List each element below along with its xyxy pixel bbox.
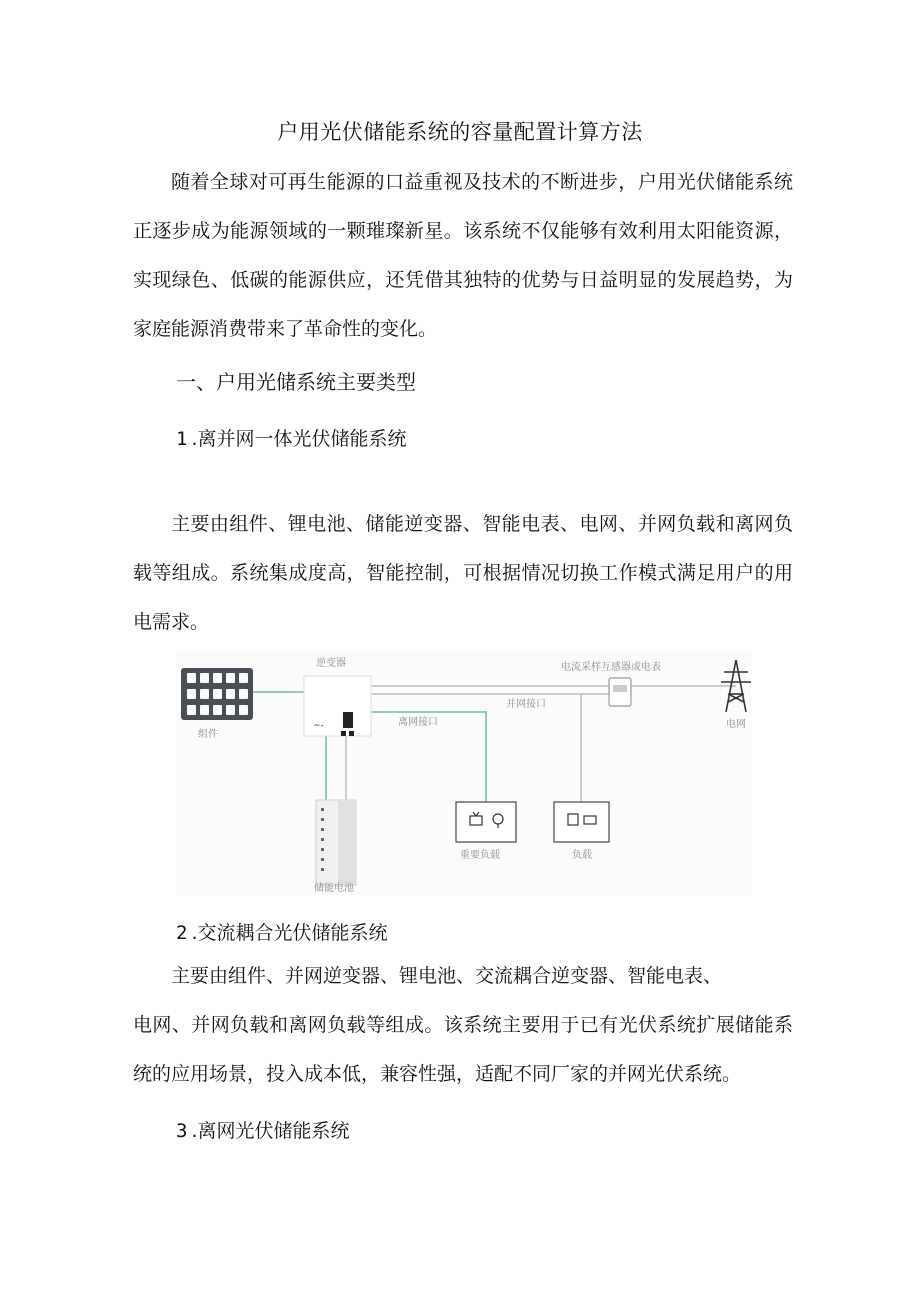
grid-port-label: 并网接口 (506, 699, 546, 710)
important-load-box (456, 802, 516, 842)
load-box (554, 802, 609, 842)
subsection-title: .离网光伏储能系统 (191, 1120, 350, 1142)
subsection-number: 2 (176, 922, 188, 944)
inverter-ac-icon: ~- (313, 721, 324, 731)
solar-panel-icon (181, 668, 253, 720)
subsection-2-body: 电网、并网负载和离网负载等组成。该系统主要用于已有光伏系统扩展储能系统的应用场景，投入成本低，兼容性强，适配不同厂家的并网光伏系统。 (133, 1014, 793, 1085)
document-title: 户用光伏储能系统的容量配置计算方法 (277, 120, 643, 144)
grid-label: 电网 (726, 719, 746, 730)
section-heading-types: 一、户用光储系统主要类型 (176, 370, 416, 394)
subsection-number: 3 (176, 1120, 188, 1142)
panel-label: 组件 (198, 729, 218, 740)
inverter-label: 逆变器 (316, 658, 346, 669)
inverter-port-dot-1 (341, 731, 346, 736)
inverter-port-dot-2 (349, 731, 354, 736)
inverter-port-icon (343, 712, 353, 728)
subsection-title: .交流耦合光伏储能系统 (191, 922, 388, 944)
meter-icon (609, 678, 631, 706)
intro-paragraph: 随着全球对可再生能源的口益重视及技术的不断进步，户用光伏储能系统正逐步成为能源领域的一颗璀璨新星。该系统不仅能够有效利用太阳能资源，实现绿色、低碳的能源供应，还凭借其独特的优势与日益明显的发展趋势，为家庭能源消费带来了革命性的变化。 (133, 171, 793, 340)
load-label: 负载 (572, 850, 592, 861)
offgrid-port-label: 离网接口 (398, 717, 438, 728)
battery-icon (316, 800, 356, 885)
meter-label: 电流采样互感器或电表 (561, 662, 661, 673)
battery-label: 储能电池 (314, 883, 354, 894)
important-load-label: 重要负载 (460, 850, 500, 861)
subsection-number: 1 (176, 428, 188, 450)
subsection-2-body-line1: 主要由组件、并网逆变器、锂电池、交流耦合逆变器、智能电表、 (171, 965, 723, 987)
hybrid-system-diagram (176, 650, 751, 895)
subsection-1-body: 主要由组件、锂电池、储能逆变器、智能电表、电网、并网负载和离网负载等组成。系统集成度高，智能控制，可根据情况切换工作模式满足用户的用电需求。 (133, 513, 793, 633)
subsection-heading-2 (176, 918, 388, 945)
subsection-heading-1 (176, 424, 407, 451)
subsection-heading-3 (176, 1116, 350, 1143)
subsection-title: .离并网一体光伏储能系统 (191, 428, 407, 450)
